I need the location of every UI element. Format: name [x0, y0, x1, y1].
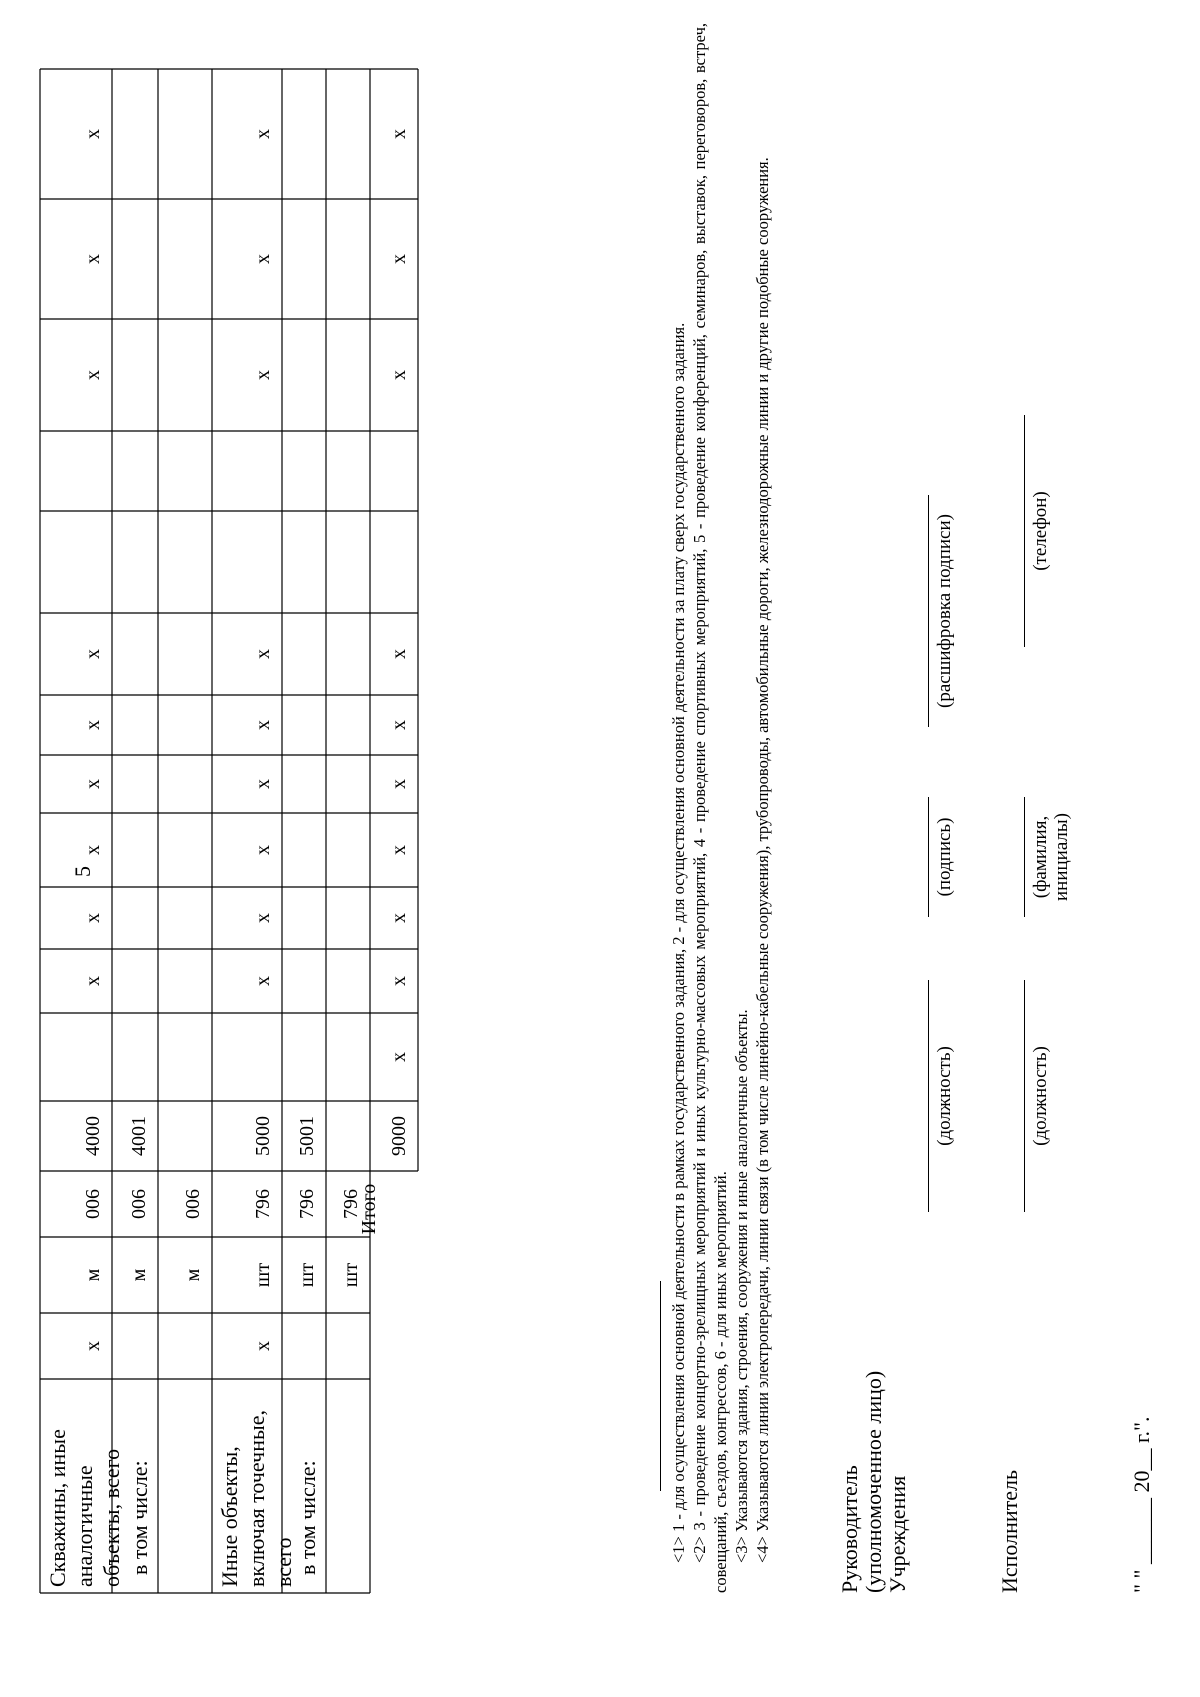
footnote-2: <2> 3 - проведение концертно-зрелищных мероприятий и иных культурно-массовых мероприятий, 4 - проведение спортивных мероприятий, 5 - проведение конференций, семинаров, выставок, переговоров, встреч, совещаний, съездов, конгрессов, 6 - для иных мероприятий. [690, 23, 730, 1593]
cell-mark: х [252, 370, 274, 380]
cell-mark: х [82, 913, 104, 923]
footnote-4: <4> Указываются линии электропередачи, линии связи (в том числе линейно-кабельные сооружения), трубопроводы, автомобильные дороги, железнодорожные линии и другие подобные сооружения. [753, 157, 772, 1563]
cell-mark: х [82, 649, 104, 659]
date-line: " " ______ 20__ г.". [1129, 1416, 1154, 1593]
head-title-line2: (уполномоченное лицо) [861, 1370, 886, 1593]
cell-mark: х [82, 779, 104, 789]
cell-unit: шт [296, 1262, 318, 1288]
footnote-rule [660, 1281, 661, 1491]
head-signature-line [928, 797, 929, 917]
cell-mark: х [82, 720, 104, 730]
cell-mark: х [252, 779, 274, 789]
head-title-line3: Учреждения [885, 1475, 910, 1593]
total-mark: х [388, 649, 410, 659]
footnote-1: <1> 1 - для осуществления основной деятельности в рамках государственного задания, 2 - для осуществления основной деятельности за плату сверх государственного задания. [669, 322, 688, 1563]
page-number: 5 [70, 866, 95, 877]
total-mark: х [388, 1052, 410, 1062]
cell-unit: шт [340, 1262, 362, 1288]
cell-c1: х [82, 1341, 104, 1351]
cell-okei: 796 [340, 1189, 362, 1219]
cell-okei: 006 [82, 1189, 104, 1219]
total-mark: х [388, 720, 410, 730]
row-label: Иные объекты, включая точечные, всего [217, 1409, 296, 1587]
footnote-3: <3> Указываются здания, строения, сооружения и иные аналогичные объекты. [732, 1009, 751, 1563]
head-decoding-caption: (расшифровка подписи) [934, 514, 955, 708]
total-label: Итого [358, 1183, 380, 1235]
row-label: в том числе: [295, 1460, 320, 1575]
cell-mark: х [252, 254, 274, 264]
cell-mark: х [82, 254, 104, 264]
exec-position-caption: (должность) [1030, 1046, 1051, 1146]
total-mark: х [388, 913, 410, 923]
head-position-line [928, 980, 929, 1212]
total-mark: х [388, 254, 410, 264]
row-label: Скважины, иные аналогичные объекты, всего [45, 1429, 124, 1587]
exec-name-caption: (фамилия, инициалы) [1030, 813, 1072, 902]
total-mark: х [388, 845, 410, 855]
cell-mark: х [252, 913, 274, 923]
cell-mark: х [82, 845, 104, 855]
cell-okei: 006 [182, 1189, 204, 1219]
cell-mark: х [252, 976, 274, 986]
cell-unit: м [128, 1268, 150, 1282]
exec-position-line [1024, 980, 1025, 1212]
cell-unit: м [82, 1268, 104, 1282]
cell-code: 4000 [82, 1116, 104, 1156]
cell-okei: 796 [252, 1189, 274, 1219]
cell-okei: 006 [128, 1189, 150, 1219]
cell-mark: х [252, 845, 274, 855]
head-decoding-line [928, 495, 929, 727]
exec-phone-line [1024, 415, 1025, 647]
executor-title: Исполнитель [997, 1469, 1022, 1593]
cell-unit: м [182, 1268, 204, 1282]
total-mark: х [388, 976, 410, 986]
cell-mark: х [252, 649, 274, 659]
head-title [838, 1371, 910, 1593]
total-mark: х [388, 779, 410, 789]
cell-mark: х [252, 720, 274, 730]
cell-c1: х [252, 1341, 274, 1351]
cell-mark: х [82, 129, 104, 139]
cell-mark: х [82, 370, 104, 380]
cell-mark: х [252, 129, 274, 139]
cell-mark: х [82, 976, 104, 986]
exec-name-line [1024, 797, 1025, 917]
cell-code: 4001 [128, 1116, 150, 1156]
total-code: 9000 [388, 1116, 410, 1156]
row-label: в том числе: [127, 1460, 152, 1575]
exec-phone-caption: (телефон) [1030, 491, 1051, 571]
cell-okei: 796 [296, 1189, 318, 1219]
head-title-line1: Руководитель [837, 1465, 862, 1593]
head-position-caption: (должность) [934, 1046, 955, 1146]
total-mark: х [388, 129, 410, 139]
cell-unit: шт [252, 1262, 274, 1288]
footnotes [660, 23, 773, 1593]
total-mark: х [388, 370, 410, 380]
cell-code: 5001 [296, 1116, 318, 1156]
head-signature-caption: (подпись) [934, 817, 955, 897]
cell-code: 5000 [252, 1116, 274, 1156]
